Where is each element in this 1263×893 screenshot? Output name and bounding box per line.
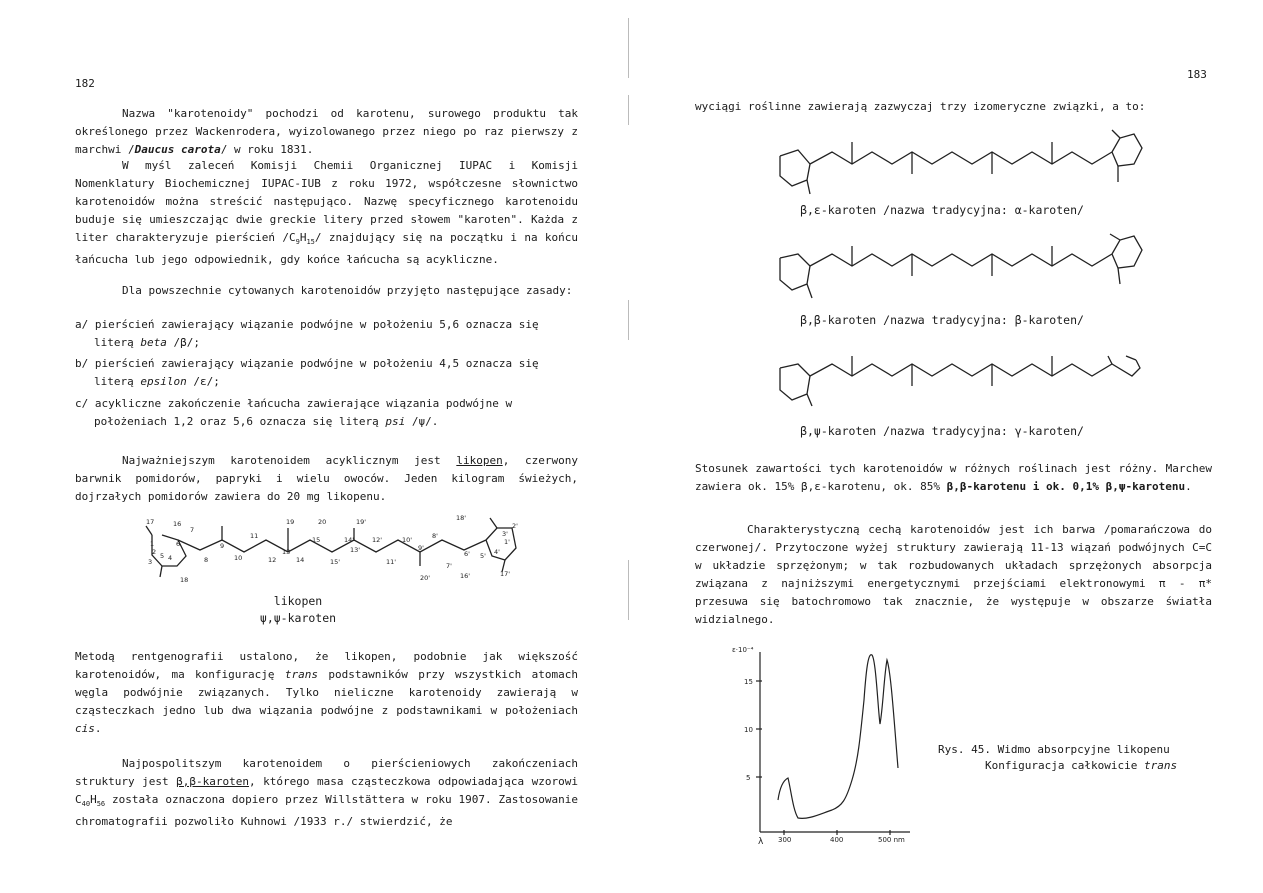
svg-text:13: 13 <box>282 548 291 556</box>
svg-text:4': 4' <box>494 548 500 556</box>
svg-text:7: 7 <box>190 526 195 534</box>
figure-caption-title: Rys. 45. Widmo absorpcyjne likopenu <box>938 743 1170 756</box>
svg-text:14': 14' <box>344 536 355 544</box>
svg-text:10: 10 <box>234 554 243 562</box>
svg-text:15: 15 <box>312 536 321 544</box>
svg-text:20: 20 <box>318 518 327 526</box>
figure-caption-configuration: Konfiguracja całkowicie trans <box>985 759 1178 772</box>
svg-text:18': 18' <box>456 514 467 522</box>
svg-text:12': 12' <box>372 536 383 544</box>
svg-text:18: 18 <box>180 576 189 584</box>
rule-a-line2: literą beta /β/; <box>94 336 200 349</box>
svg-text:300: 300 <box>778 836 792 844</box>
svg-text:2': 2' <box>512 522 518 530</box>
lycopene-caption: likopen <box>273 594 323 608</box>
rule-a-line1: a/ pierścień zawierający wiązanie podwójne w położeniu 5,6 oznacza się <box>75 318 539 331</box>
svg-text:8': 8' <box>432 532 438 540</box>
svg-text:10': 10' <box>402 536 413 544</box>
svg-text:17: 17 <box>146 518 155 526</box>
svg-text:5': 5' <box>480 552 486 560</box>
rule-c-line2: położeniach 1,2 oraz 5,6 oznacza się literą psi /ψ/. <box>94 415 439 428</box>
rule-b-line1: b/ pierścień zawierający wiązanie podwójne w położeniu 4,5 oznacza się <box>75 357 539 370</box>
paragraph-color: Charakterystyczną cechą karotenoidów jest ich barwa /pomarańczowa do czerwonej/. Przytoczone wyżej struktury zawierają 11-13 wiązań podwójnych C=C w układzie sprzężonym; w tak rozbudowanych układach sprzężonych absorpcja związana z najniższymi energetycznymi przejściami elektronowymi π - π* przesuwa się batochromowo tak znacznie, że występuje w obszarze światła widzialnego. <box>695 523 1212 626</box>
svg-text:19': 19' <box>356 518 367 526</box>
svg-text:15': 15' <box>330 558 341 566</box>
svg-text:13': 13' <box>350 546 361 554</box>
rule-c-line1: c/ acykliczne zakończenie łańcucha zawierające wiązania podwójne w <box>75 397 513 410</box>
svg-text:11: 11 <box>250 532 259 540</box>
right-page <box>632 0 1263 893</box>
paragraph-rules-intro: Dla powszechnie cytowanych karotenoidów przyjęto następujące zasady: <box>122 284 573 297</box>
svg-text:500 nm: 500 nm <box>878 836 905 844</box>
left-page <box>0 0 630 893</box>
page-number-left: 182 <box>75 77 95 90</box>
paragraph-nomenclature: W myśl zaleceń Komisji Chemii Organicznej IUPAC i Komisji Nomenklatury Biochemicznej IUPAC-IUB z roku 1972, współczesne słownictwo karotenoidów można streścić następująco. Nazwę specyficznego karotenoidu buduje się umieszczając dwie greckie litery przed słowem "karoten". Każda z liter charakteryzuje pierścień $/C_9H_{15}/$ znajdujący się na początku i na końcu łańcucha lub jego odpowiednik, gdy końce łańcucha są acykliczne. <box>75 159 579 267</box>
paragraph-lycopene: Najważniejszym karotenoidem acyklicznym jest likopen, czerwony barwnik pomidorów, papryki i wielu owoców. Jeden kilogram świeżych, dojrzałych pomidorów zawiera do 20 mg likopenu. <box>75 454 578 503</box>
svg-text:1': 1' <box>504 538 510 546</box>
paragraph-intro: Nazwa "karotenoidy" pochodzi od karotenu, surowego produktu tak określonego przez Wackenrodera, wyizolowanego przez niego po raz pierwszy z marchwi /Daucus carota/ w roku 1831. <box>75 107 578 156</box>
svg-text:15: 15 <box>744 678 753 686</box>
svg-text:9': 9' <box>418 544 424 552</box>
caption-gamma-carotene: β,ψ-karoten /nazwa tradycyjna: γ-karoten/ <box>800 424 1084 438</box>
lycopene-structure <box>0 510 630 590</box>
svg-text:3': 3' <box>502 530 508 538</box>
lycopene-caption-systematic: ψ,ψ-karoten <box>259 611 337 625</box>
svg-text:6: 6 <box>176 540 181 548</box>
svg-text:3: 3 <box>148 558 153 566</box>
paragraph-beta-carotene: Najpospolitszym karotenoidem o pierścieniowych zakończeniach struktury jest β,β-karoten, którego masa cząsteczkowa odpowiadająca wzorowi $C_{40}H_{56}$ została oznaczona dopiero przez Willstättera w roku 1907. Zastosowanie chromatografii pozwoliło Kuhnowi /1933 r./ stwierdzić, że <box>75 757 578 829</box>
svg-text:ε·10⁻⁴: ε·10⁻⁴ <box>732 646 754 654</box>
paragraph-carotene-ratio: Stosunek zawartości tych karotenoidów w różnych roślinach jest różny. Marchew zawiera ok. 15% β,ε-karotenu, ok. 85% β,β-karotenu i ok. 0,1% β,ψ-karotenu. <box>695 462 1212 493</box>
caption-beta-carotene: β,β-karoten /nazwa tradycyjna: β-karoten/ <box>800 313 1084 327</box>
spectrum-curve <box>778 655 898 819</box>
svg-text:17': 17' <box>500 570 511 578</box>
svg-text:10: 10 <box>744 726 753 734</box>
svg-text:11': 11' <box>386 558 397 566</box>
svg-text:9: 9 <box>220 542 225 550</box>
svg-text:λ: λ <box>758 837 764 847</box>
svg-text:7': 7' <box>446 562 452 570</box>
caption-alpha-carotene: β,ε-karoten /nazwa tradycyjna: α-karoten/ <box>800 203 1084 217</box>
svg-text:1: 1 <box>150 540 155 548</box>
svg-text:8: 8 <box>204 556 209 564</box>
svg-text:12: 12 <box>268 556 277 564</box>
svg-text:2: 2 <box>152 548 157 556</box>
isomers-intro: wyciągi roślinne zawierają zazwyczaj trzy izomeryczne związki, a to: <box>695 100 1146 113</box>
svg-text:20': 20' <box>420 574 431 582</box>
svg-text:14: 14 <box>296 556 305 564</box>
svg-text:5: 5 <box>746 774 751 782</box>
rule-b-line2: literą epsilon /ε/; <box>94 375 220 388</box>
svg-text:4: 4 <box>168 554 173 562</box>
svg-text:400: 400 <box>830 836 844 844</box>
svg-text:16': 16' <box>460 572 471 580</box>
svg-text:19: 19 <box>286 518 295 526</box>
svg-text:16: 16 <box>173 520 182 528</box>
paragraph-trans-configuration: Metodą rentgenografii ustalono, że likopen, podobnie jak większość karotenoidów, ma konfigurację trans podstawników przy wszystkich atomach węgla podwójnie związanych. Tylko nieliczne karotenoidy zawierają w cząsteczkach jedno lub dwa wiązania podwójne z podstawnikami w położeniach cis. <box>75 650 578 735</box>
page-number-right: 183 <box>1187 68 1207 81</box>
svg-text:5: 5 <box>160 552 165 560</box>
svg-text:6': 6' <box>464 550 470 558</box>
